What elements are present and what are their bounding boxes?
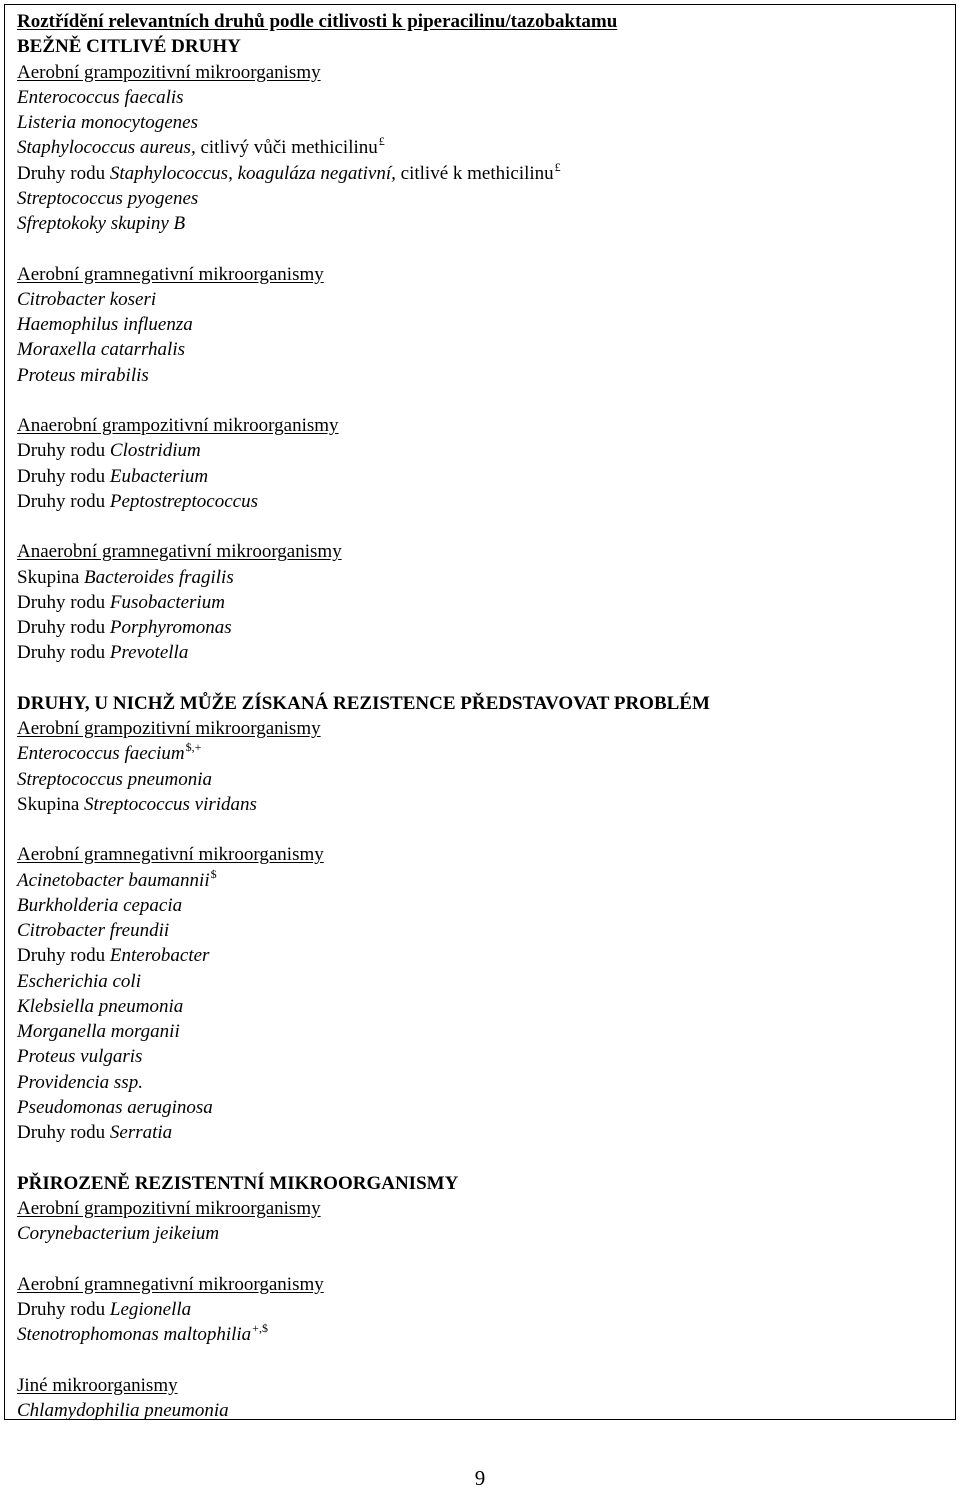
footnote-mark: £: [378, 134, 385, 149]
organism-entry: [17, 1398, 949, 1423]
organism-name: Streptococcus pneumonia: [17, 768, 213, 790]
section-heading: PŘIROZENĚ REZISTENTNÍ MIKROORGANISMY: [17, 1172, 459, 1194]
organism-name: Sfreptokoky skupiny B: [17, 213, 186, 234]
organism-qualifier: Skupina: [17, 566, 85, 588]
organism-entry: [17, 135, 949, 160]
organism-qualifier: Druhy rodu: [17, 642, 110, 664]
organism-qualifier: citlivý vůči methicilinu: [195, 137, 378, 159]
organism-entry: [17, 943, 949, 968]
organism-name: Peptostreptococcus: [109, 490, 258, 512]
organism-entry: [17, 741, 949, 766]
organism-name: Providencia ssp.: [17, 1071, 143, 1093]
organism-entry: [17, 590, 949, 615]
organism-name: Legionella: [109, 1298, 192, 1320]
group-heading: Anaerobní gramnegativní mikroorganismy: [17, 541, 342, 563]
organism-name: Streptococcus viridans: [84, 793, 257, 815]
spacer: [17, 388, 949, 413]
organism-qualifier: Druhy rodu: [17, 490, 110, 512]
organism-name: Staphylococcus aureus,: [17, 137, 196, 159]
organism-name: Staphylococcus, koaguláza negativní,: [109, 162, 396, 184]
organism-entry: [17, 1120, 949, 1145]
footnote-mark: +,$: [252, 1321, 268, 1335]
organism-name: Prevotella: [109, 642, 189, 664]
page-number: 9: [474, 1466, 486, 1490]
organism-entry: [17, 464, 949, 489]
organism-entry: [17, 893, 949, 918]
footnote-mark: $: [210, 866, 217, 881]
organism-name: Enterococcus faecalis: [17, 86, 184, 108]
spacer: [17, 817, 949, 842]
organism-qualifier: Skupina: [17, 793, 85, 815]
organism-entry: [17, 489, 949, 514]
organism-entry: [17, 110, 949, 135]
organism-entry: [17, 438, 949, 463]
spacer: [17, 1246, 949, 1271]
organism-name: Escherichia coli: [17, 970, 141, 992]
organism-name: Stenotrophomonas maltophilia: [17, 1324, 252, 1345]
organism-name: Pseudomonas aeruginosa: [17, 1096, 213, 1118]
group-heading: Aerobní gramnegativní mikroorganismy: [17, 1273, 324, 1295]
group-heading: Aerobní grampozitivní mikroorganismy: [17, 61, 321, 83]
spacer: [17, 666, 949, 691]
organism-name: Klebsiella pneumonia: [17, 995, 184, 1017]
organism-entry: [17, 312, 949, 337]
organism-entry: [17, 868, 949, 893]
organism-name: Eubacterium: [109, 465, 209, 487]
organism-name: Citrobacter koseri: [17, 288, 157, 310]
organism-entry: [17, 1044, 949, 1069]
organism-name: Porphyromonas: [109, 617, 232, 638]
organism-qualifier: Druhy rodu: [17, 440, 110, 462]
organism-entry: [17, 1019, 949, 1044]
organism-name: Moraxella catarrhalis: [17, 339, 186, 361]
organism-entry: [17, 994, 949, 1019]
organism-name: Burkholderia cepacia: [17, 894, 183, 916]
document-content: [17, 9, 949, 1423]
organism-entry: [17, 1297, 949, 1322]
organism-name: Corynebacterium jeikeium: [17, 1223, 220, 1244]
group-heading: Aerobní gramnegativní mikroorganismy: [17, 844, 324, 866]
organism-name: Streptococcus pyogenes: [17, 187, 199, 209]
organism-name: Enterococcus faecium: [17, 743, 185, 765]
organism-name: Listeria monocytogenes: [17, 112, 199, 133]
organism-entry: [17, 363, 949, 388]
group-heading: Aerobní grampozitivní mikroorganismy: [17, 1197, 321, 1219]
document-frame: [4, 4, 956, 1420]
section-heading: DRUHY, U NICHŽ MŮŽE ZÍSKANÁ REZISTENCE PŘEDSTAVOVAT PROBLÉM: [17, 692, 710, 714]
organism-entry: [17, 337, 949, 362]
group-heading: Aerobní gramnegativní mikroorganismy: [17, 263, 324, 285]
organism-entry: [17, 640, 949, 665]
group-heading: Aerobní grampozitivní mikroorganismy: [17, 718, 321, 739]
organism-entry: [17, 161, 949, 186]
organism-entry: [17, 767, 949, 792]
organism-qualifier: Druhy rodu: [17, 945, 110, 967]
organism-qualifier: Druhy rodu: [17, 465, 110, 487]
organism-entry: [17, 211, 949, 236]
organism-entry: [17, 186, 949, 211]
organism-name: Bacteroides fragilis: [84, 566, 234, 588]
organism-qualifier: Druhy rodu: [17, 1298, 110, 1320]
organism-entry: [17, 969, 949, 994]
organism-entry: [17, 1221, 949, 1246]
organism-qualifier: Druhy rodu: [17, 1122, 110, 1143]
section-heading: BEŽNĚ CITLIVÉ DRUHY: [17, 36, 241, 58]
group-heading: Anaerobní grampozitivní mikroorganismy: [17, 415, 339, 436]
organism-name: Haemophilus influenza: [17, 314, 193, 335]
organism-name: Fusobacterium: [109, 591, 225, 613]
organism-entry: [17, 287, 949, 312]
organism-name: Citrobacter freundii: [17, 920, 170, 941]
footnote-mark: $,+: [185, 740, 202, 755]
spacer: [17, 514, 949, 539]
organism-name: Acinetobacter baumannii: [17, 869, 210, 891]
organism-name: Enterobacter: [109, 945, 210, 967]
organism-entry: [17, 85, 949, 110]
organism-entry: [17, 918, 949, 943]
organism-entry: [17, 565, 949, 590]
organism-entry: [17, 615, 949, 640]
organism-qualifier: Druhy rodu: [17, 162, 110, 184]
organism-entry: [17, 1322, 949, 1347]
organism-name: Proteus mirabilis: [17, 364, 149, 386]
organism-name: Morganella morganii: [17, 1021, 180, 1042]
spacer: [17, 236, 949, 261]
organism-entry: [17, 792, 949, 817]
organism-name: Chlamydophilia pneumonia: [17, 1399, 229, 1421]
organism-entry: [17, 1070, 949, 1095]
organism-entry: [17, 1095, 949, 1120]
organism-qualifier: citlivé k methicilinu: [395, 162, 554, 184]
spacer: [17, 1347, 949, 1372]
footnote-mark: £: [554, 159, 561, 174]
spacer: [17, 1145, 949, 1170]
organism-qualifier: Druhy rodu: [17, 591, 110, 613]
organism-name: Serratia: [109, 1122, 173, 1143]
document-title: Roztřídění relevantních druhů podle citlivosti k piperacilinu/tazobaktamu: [17, 11, 618, 32]
organism-name: Proteus vulgaris: [17, 1046, 143, 1068]
group-heading: Jiné mikroorganismy: [17, 1374, 178, 1396]
organism-name: Clostridium: [109, 440, 201, 462]
organism-qualifier: Druhy rodu: [17, 617, 110, 638]
